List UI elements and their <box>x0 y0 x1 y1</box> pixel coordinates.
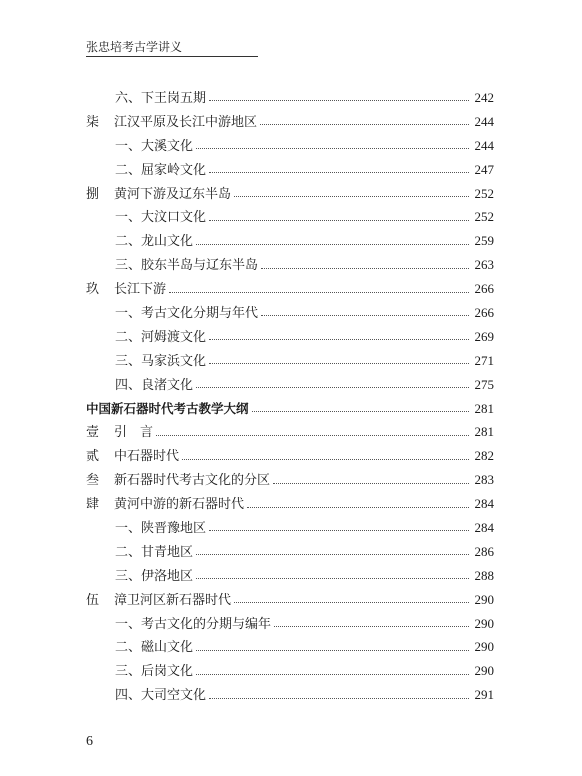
toc-entry-title: 长江下游 <box>114 282 167 298</box>
dot-leader <box>252 411 469 412</box>
toc-entry[interactable] <box>86 468 494 492</box>
toc-entry-page: 271 <box>474 352 494 368</box>
toc-entry[interactable] <box>86 492 494 516</box>
toc-entry[interactable] <box>86 325 494 349</box>
toc-entry-number: 玖 <box>86 282 100 298</box>
dot-leader <box>209 100 469 101</box>
toc-entry-page: 275 <box>474 376 494 392</box>
toc-entry-page: 244 <box>474 137 494 153</box>
running-header: 张忠培考古学讲义 <box>86 40 183 54</box>
toc-entry-title: 三、胶东半岛与辽东半岛 <box>115 258 259 274</box>
dot-leader <box>273 483 469 484</box>
toc-entry[interactable] <box>86 397 494 421</box>
toc-entry[interactable] <box>86 659 494 683</box>
toc-entry-title: 六、下王岗五期 <box>115 91 207 106</box>
toc-entry-title: 二、屈家岭文化 <box>115 162 207 178</box>
dot-leader <box>196 674 469 675</box>
toc-entry-page: 284 <box>474 496 494 512</box>
toc-entry-page: 244 <box>474 113 494 129</box>
toc-entry-title: 一、陕晋豫地区 <box>115 521 207 537</box>
dot-leader <box>209 220 469 221</box>
toc-entry-title: 一、考古文化的分期与编年 <box>115 616 272 632</box>
dot-leader <box>234 196 469 197</box>
toc-entry[interactable] <box>86 205 494 229</box>
toc-entry[interactable] <box>86 612 494 636</box>
toc-entry-page: 242 <box>474 90 494 105</box>
dot-leader <box>234 602 469 603</box>
toc-entry-page: 290 <box>474 663 494 679</box>
toc-entry-title: 江汉平原及长江中游地区 <box>114 114 258 130</box>
toc-entry-title: 三、后岗文化 <box>115 664 194 680</box>
toc-entry[interactable] <box>86 635 494 659</box>
toc-entry-title: 漳卫河区新石器时代 <box>114 592 232 608</box>
toc-entry[interactable] <box>86 253 494 277</box>
toc-entry-page: 252 <box>474 185 494 201</box>
toc-entry-title: 三、马家浜文化 <box>115 353 207 369</box>
toc-entry[interactable] <box>86 516 494 540</box>
dot-leader <box>261 268 469 269</box>
toc-entry-number: 柒 <box>86 114 100 130</box>
toc-entry-title: 一、大汶口文化 <box>115 210 207 226</box>
toc-entry[interactable] <box>86 540 494 564</box>
dot-leader <box>209 698 469 699</box>
toc-entry-page: 252 <box>474 209 494 225</box>
toc-entry-title: 二、磁山文化 <box>115 640 194 656</box>
toc-entry[interactable] <box>86 683 494 707</box>
page-number: 6 <box>86 734 93 749</box>
toc-entry-page: 283 <box>474 472 494 488</box>
toc-entry-page: 290 <box>474 639 494 655</box>
toc-entry-page: 291 <box>474 687 494 703</box>
toc-entry-title: 新石器时代考古文化的分区 <box>114 473 271 489</box>
toc-entry[interactable] <box>86 301 494 325</box>
toc-entry-title: 三、伊洛地区 <box>115 568 194 584</box>
dot-leader <box>196 554 469 555</box>
dot-leader <box>260 124 469 125</box>
toc-entry-page: 290 <box>474 615 494 631</box>
dot-leader <box>209 339 469 340</box>
dot-leader <box>274 626 469 627</box>
toc-entry-title: 二、龙山文化 <box>115 234 194 250</box>
toc-entry-number: 肆 <box>86 497 100 513</box>
toc-entry-page: 290 <box>474 591 494 607</box>
toc-entry-page: 288 <box>474 567 494 583</box>
dot-leader <box>196 387 469 388</box>
toc-entry[interactable] <box>86 444 494 468</box>
toc-entry-number: 壹 <box>86 425 100 441</box>
toc-entry-page: 266 <box>474 305 494 321</box>
toc-entry[interactable] <box>86 349 494 373</box>
dot-leader <box>196 650 469 651</box>
toc-entry[interactable] <box>86 134 494 158</box>
toc-entry[interactable] <box>86 588 494 612</box>
dot-leader <box>209 172 469 173</box>
toc-entry-number: 捌 <box>86 186 100 202</box>
toc-entry[interactable] <box>86 373 494 397</box>
toc-entry[interactable] <box>86 229 494 253</box>
dot-leader <box>156 435 469 436</box>
toc-entry-title: 四、良渚文化 <box>115 377 194 393</box>
toc-entry-title: 二、甘青地区 <box>115 544 194 560</box>
toc-entry-page: 269 <box>474 328 494 344</box>
toc-entry[interactable] <box>86 158 494 182</box>
toc-entry-number: 叁 <box>86 473 100 489</box>
toc-entry-title: 引 言 <box>114 425 154 441</box>
toc-entry-page: 281 <box>474 400 494 416</box>
toc-entry[interactable] <box>86 277 494 301</box>
toc-entry-title: 黄河中游的新石器时代 <box>114 497 245 513</box>
dot-leader <box>196 244 469 245</box>
toc-entry-title: 一、大溪文化 <box>115 138 194 154</box>
toc-entry-title: 中石器时代 <box>114 449 180 465</box>
dot-leader <box>209 363 469 364</box>
toc-entry[interactable] <box>86 110 494 134</box>
toc-entry[interactable] <box>86 86 494 110</box>
dot-leader <box>247 507 469 508</box>
toc-entry-page: 281 <box>474 424 494 440</box>
table-of-contents <box>86 86 494 707</box>
dot-leader <box>169 292 469 293</box>
dot-leader <box>196 148 469 149</box>
toc-entry[interactable] <box>86 564 494 588</box>
toc-entry[interactable] <box>86 420 494 444</box>
toc-entry-page: 247 <box>474 161 494 177</box>
toc-entry-title: 一、考古文化分期与年代 <box>115 306 259 322</box>
dot-leader <box>182 459 469 460</box>
toc-entry-number: 贰 <box>86 449 100 465</box>
toc-entry-page: 284 <box>474 520 494 536</box>
toc-entry-page: 286 <box>474 543 494 559</box>
toc-entry-page: 263 <box>474 257 494 273</box>
toc-entry-title: 中国新石器时代考古教学大纲 <box>86 400 249 416</box>
dot-leader <box>261 315 469 316</box>
toc-entry-page: 282 <box>474 448 494 464</box>
toc-entry-title: 黄河下游及辽东半岛 <box>114 186 232 202</box>
header-rule <box>86 56 258 57</box>
dot-leader <box>196 578 469 579</box>
dot-leader <box>209 530 469 531</box>
toc-entry-page: 259 <box>474 233 494 249</box>
toc-entry-number: 伍 <box>86 592 100 608</box>
toc-entry-page: 266 <box>474 281 494 297</box>
toc-entry[interactable] <box>86 182 494 206</box>
toc-entry-title: 四、大司空文化 <box>115 688 207 704</box>
toc-entry-title: 二、河姆渡文化 <box>115 329 207 345</box>
